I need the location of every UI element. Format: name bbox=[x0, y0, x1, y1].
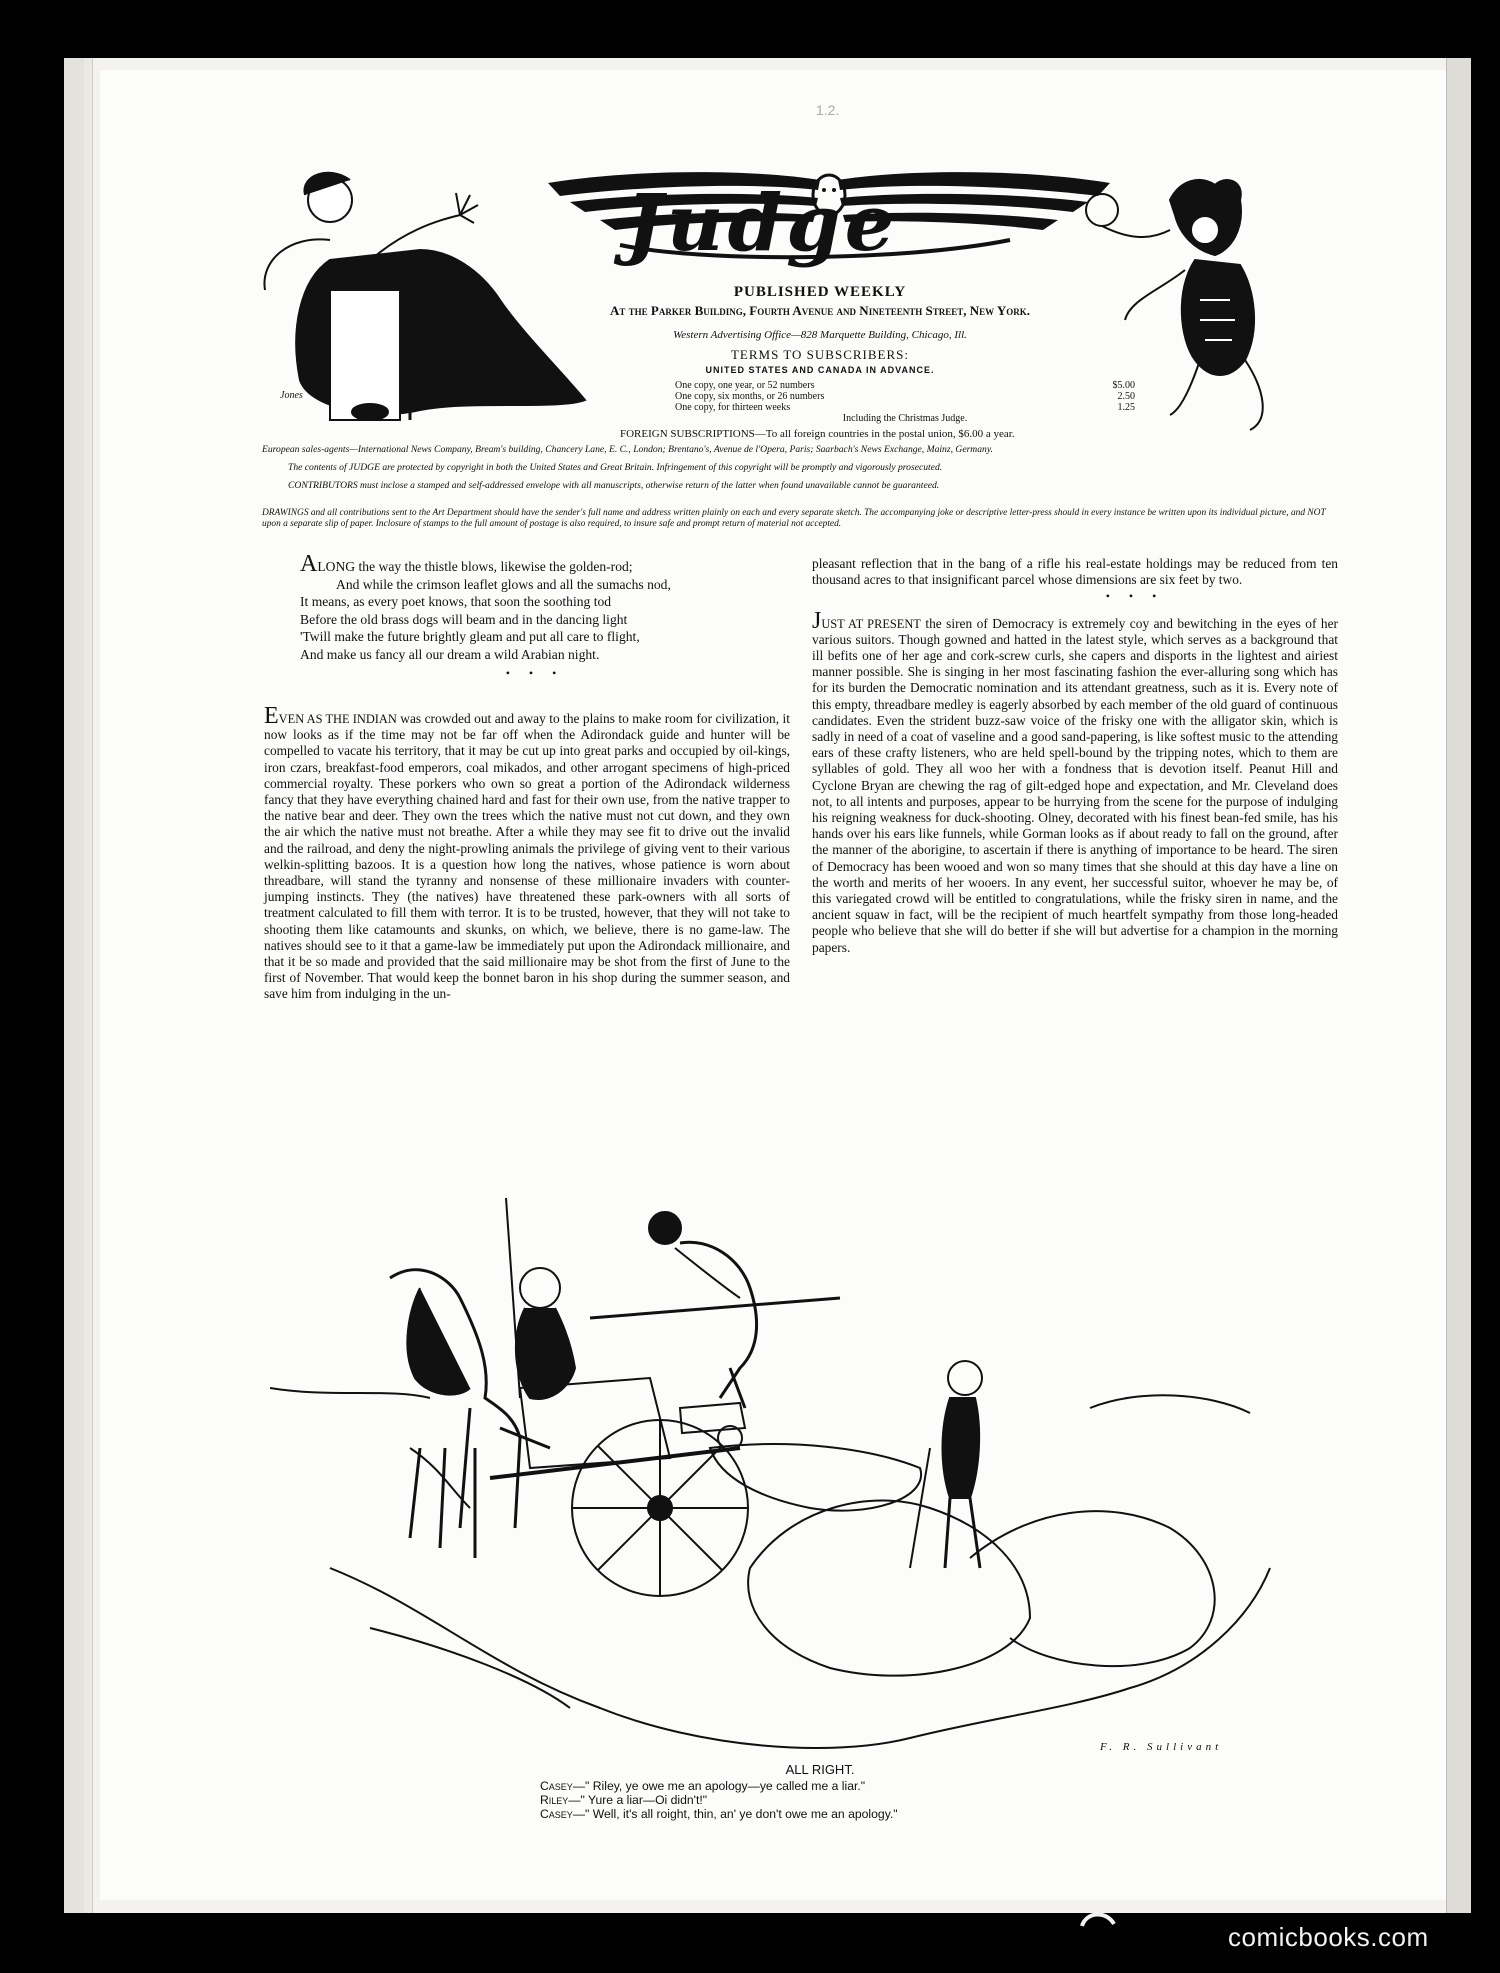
article1-lead: VEN AS THE INDIAN bbox=[278, 712, 397, 726]
drawings-notice: DRAWINGS and all contributions sent to the Art Department should have the sender's full name and address written plainly on each and every separate sketch. The accompanying joke or descriptive letter-press should in every instance be written upon its individual picture, and NOT upon a separate slip of paper. Inclosure of stamps to the full amount of postage is also required, to insure safe and prompt return of material not accepted. bbox=[262, 508, 1326, 529]
article-adirondack bbox=[264, 703, 790, 1003]
poem-line: LONG the way the thistle blows, likewise the golden-rod; bbox=[317, 559, 633, 574]
terms-title: TERMS TO SUBSCRIBERS: bbox=[730, 347, 909, 362]
terms-region: UNITED STATES AND CANADA IN ADVANCE. bbox=[705, 365, 935, 375]
separator: • • • bbox=[1105, 589, 1165, 604]
masthead-title-script: Judge bbox=[626, 178, 899, 269]
poem-line: 'Twill make the future brightly gleam and put all care to flight, bbox=[300, 629, 640, 644]
copyright-notice: The contents of JUDGE are protected by copyright in both the United States and Great Britain. Infringement of this copyright will be promptly and vigorously prosecuted. bbox=[288, 462, 943, 473]
watermark-logo-icon bbox=[1078, 1906, 1118, 1930]
subscription-rates bbox=[675, 380, 1135, 424]
article1-dropcap: E bbox=[264, 703, 279, 729]
article-right-column bbox=[812, 556, 1338, 956]
caption-line: Casey—" Riley, ye owe me an apology—ye called me a liar." bbox=[540, 1779, 866, 1793]
poem-line: It means, as every poet knows, that soon the soothing tod bbox=[300, 594, 612, 609]
christmas-note: Including the Christmas Judge. bbox=[842, 413, 968, 424]
poem-line: And while the crimson leaflet glows and all the sumachs nod, bbox=[336, 576, 671, 592]
caption-title: ALL RIGHT. bbox=[785, 1762, 855, 1777]
contributors-notice: CONTRIBUTORS must inclose a stamped and self-addressed envelope with all manuscripts, otherwise return of the latter when found unavailable cannot be guaranteed. bbox=[288, 480, 940, 491]
article1-text: was crowded out and away to the plains to make room for civilization, it now looks as if the time may not be far off when the Adirondack guide and hunter will be compelled to vacate his territory, that it may be cut up into great parks and occupied by oil-kings, iron czars, breakfast-food emperors, coal mikados, and other arrogant specimens of high-priced commercial royalty. These porkers who own so great a portion of the Adirondack wilderness fancy that they have everything chained hard and fast for their own use, from the native trapper to the native bear and deer. They own the trees which the native must not cut down, and they own the air which the native must not breathe. After a while they may see fit to drive out the invalid and the railroad, and deny the night-prowling animals the privilege of giving vent to their various welkin-splitting bazoos. It is a question how long the natives, whose patience is worn about threadbare, will stand the tyranny and nonsense of these millionaire invaders with counter-jumping instincts. They (the natives) have threatened these park-owners with all sorts of treatment calculated to fill them with terror. It is to be trusted, however, that they will not take to shooting them like catamounts and skunks, on which, we believe, there is no game-law. The natives should see to it that a game-law be immediately put upon the Adirondack millionaire, and that it be so made and provided that the said millionaire may be shot from the first of June to the first of November. That would keep the bonnet baron in his shop during the summer season, and save him from indulging in the un- bbox=[264, 711, 790, 1002]
watermark-text: comicbooks.com bbox=[1228, 1922, 1429, 1952]
article2-text: the siren of Democracy is extremely coy and bewitching in the eyes of her various suitors. Though gowned and hatted in the latest style, which serves as a background that ill befits one of her age and cork-screw curls, she capers and disports in the lightest and airiest manner possible. She is singing in her most fascinating fashion the ever-alluring song which has for its burden the Democratic nomination and its attendant greatness, such as it is. Every note of this empty, threadbare medley is eagerly absorbed by each member of the old guard of continuous candidates. Even the strident buzz-saw voice of the frisky one with the alligator skin, which is sadly in need of a coat of vaseline and a good sand-papering, is like softest music to the attending ears of these crafty listeners, who are held spell-bound by the tripping notes, which to them are syllables of gold. They all woo her with a fondness that is devotion itself. Peanut Hill and Cyclone Bryan are chewing the rag of gilt-edged hope and expectation, and Mr. Cleveland does not, to all intents and purposes, appear to be hurrying from the scene for the purpose of indulging his reigning weakness for duck-shooting. Olney, decorated with his finest bean-fed smile, has his hands over his ears like funnels, while Gorman looks as if about ready to fall on the ground, after the manner of the aborigine, to ascertain if there is anything of importance to be heard. The siren of Democracy has been wooed and won so many times that she should at this day have a line on the worth and merits of her wooers. In any event, her successful suitor, whoever he may be, of this variegated crowd will be entitled to congratulations, while the frisky siren in name, and the ancient squaw in fact, will be the recipient of much heartfelt sympathy from those long-headed people who believe that she will do better if she will but advertise for a champion in the morning papers. bbox=[812, 615, 1338, 955]
separator: • • • bbox=[505, 666, 565, 680]
publisher-address: At the Parker Building, Fourth Avenue and Nineteenth Street, New York. bbox=[609, 303, 1030, 318]
cartoon-caption bbox=[540, 1762, 1060, 1821]
cartoon-illustration bbox=[270, 1148, 1310, 1768]
poem bbox=[300, 551, 770, 683]
poem-line: Before the old brass dogs will beam and in the dancing light bbox=[300, 611, 628, 627]
published-weekly: PUBLISHED WEEKLY bbox=[733, 284, 907, 300]
western-office: Western Advertising Office—828 Marquette Building, Chicago, Ill. bbox=[673, 329, 967, 341]
caption-line: Casey—" Well, it's all roight, thin, an' ye don't owe me an apology." bbox=[540, 1807, 898, 1821]
european-agents: European sales-agents—International News Company, Bream's building, Chancery Lane, E. C., London; Brentano's, Avenue de l'Opera, Paris; Saarbach's News Exchange, Mainz, Germany. bbox=[262, 444, 993, 455]
rate-row: One copy, six months, or 26 numbers 2.50 bbox=[675, 391, 1135, 402]
foreign-subscriptions: FOREIGN SUBSCRIPTIONS—To all foreign countries in the postal union, $6.00 a year. bbox=[620, 428, 1015, 440]
poem-line: And make us fancy all our dream a wild Arabian night. bbox=[300, 646, 600, 662]
rate-row: One copy, one year, or 52 numbers $5.00 bbox=[675, 380, 1135, 391]
rate-row: One copy, for thirteen weeks 1.25 bbox=[675, 402, 1135, 413]
masthead-artist-signature: Jones bbox=[280, 390, 303, 401]
article2-lead: UST AT PRESENT bbox=[821, 616, 921, 631]
article1-continued: pleasant reflection that in the bang of a rifle his real-estate holdings may be reduced from ten thousand acres to that insignificant parcel whose dimensions are six feet by two. bbox=[812, 556, 1338, 588]
caption-line: Riley—" Yure a liar—Oi didn't!" bbox=[540, 1793, 708, 1807]
pencil-mark: 1.2. bbox=[816, 102, 840, 118]
masthead-art bbox=[0, 0, 1500, 560]
masthead-publication-info bbox=[380, 284, 1260, 375]
illustration-signature: F. R. Sullivant bbox=[1100, 1741, 1223, 1753]
poem-dropcap: A bbox=[300, 551, 318, 577]
article2-dropcap: J bbox=[812, 607, 822, 634]
